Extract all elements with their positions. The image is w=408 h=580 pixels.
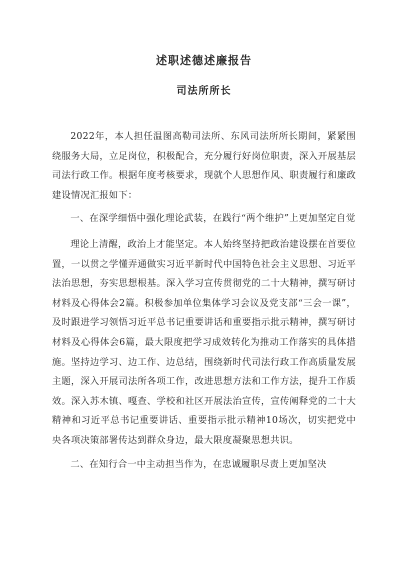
document-title: 述职述德述廉报告	[156, 54, 252, 67]
section-2-heading: 二、在知行合一中主动担当作为，在忠诚履职尽责上更加坚决	[70, 458, 327, 470]
intro-paragraph: 2022年，本人担任温图高勒司法所、东风司法所所长期间，紧紧围绕服务大局，立足岗位，积极配合，充分履行好岗位职责，深入开展基层司法行政工作。根据年度考核要求，现就个人思想作风、职责履行和廉政建设情况汇报如下：	[52, 131, 356, 201]
document-subtitle: 司法所所长	[176, 86, 232, 97]
section-1-body: 理论上清醒，政治上才能坚定。本人始终坚持把政治建设摆在首要位置，一以贯之学懂弄通做实习近平新时代中国特色社会主义思想、习近平法治思想，夯实思想根基。深入学习宣传贯彻党的二十大精神，撰写研讨材料及心得体会2篇。积极参加单位集体学习会议及党支部“三会一课”，及时跟进学习领悟习近平总书记重要讲话和重要指示批示精神，撰写研讨材料及心得体会6篇，最大限度把学习成效转化为推动工作落实的具体措施。坚持边学习、边工作、边总结，围绕新时代司法行政工作高质量发展主题，深入开展司法所各项工作，改进思想方法和工作方法，提升工作质效。深入苏木镇、嘎查、学校和社区开展法治宣传，宣传阐释党的二十大精神和习近平总书记重要讲话、重要指示批示精神10场次，切实把党中央各项决策部署传达到群众身边，最大限度凝聚思想共识。	[52, 238, 356, 446]
section-1-heading: 一、在深学细悟中强化理论武装，在践行“两个维护”上更加坚定自觉	[70, 213, 356, 225]
